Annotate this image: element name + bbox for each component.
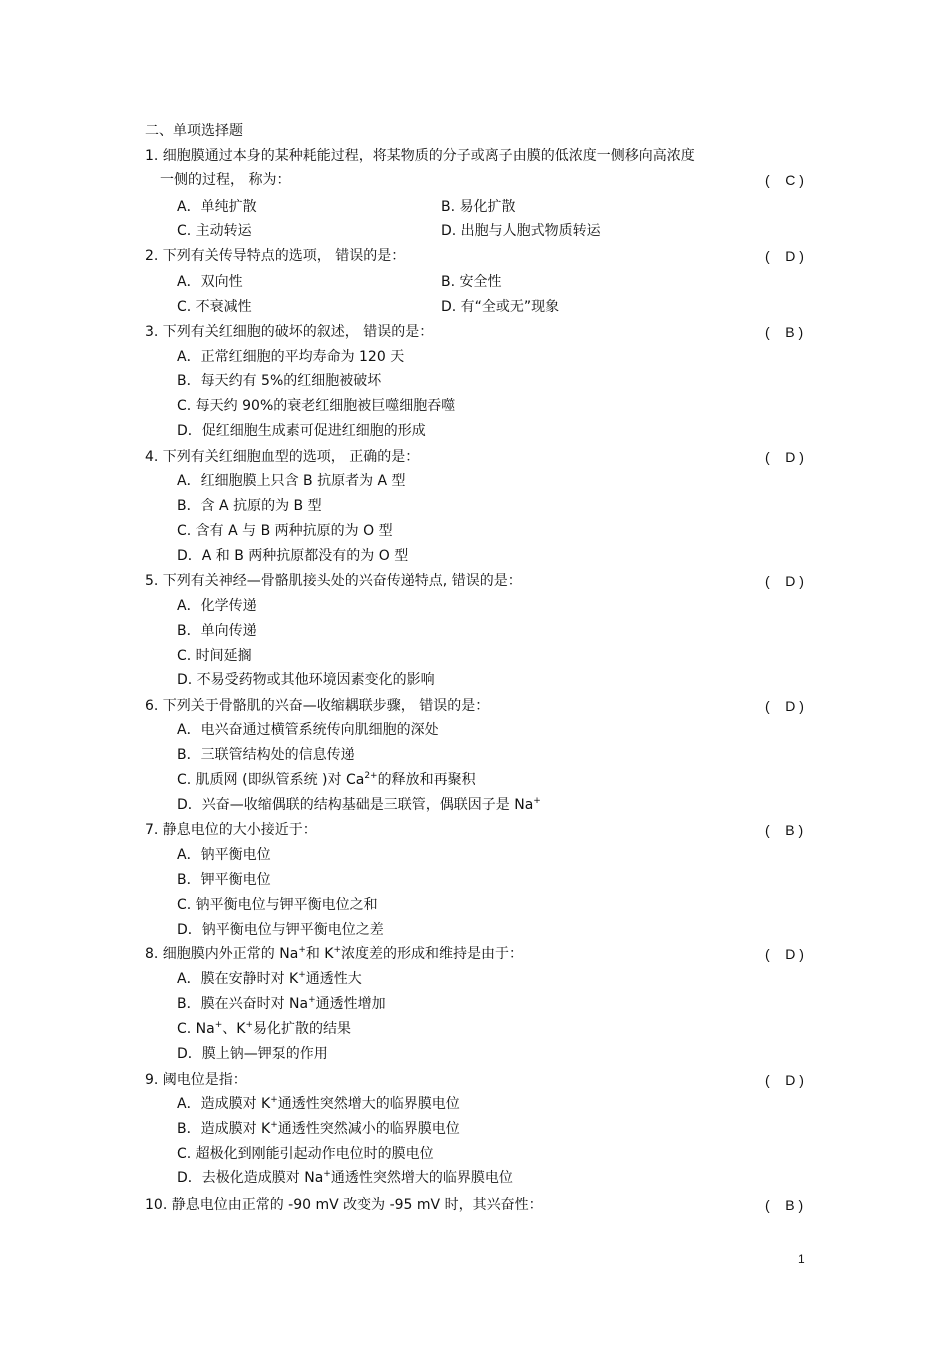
question-2-options-row1: A．双向性 B. 安全性 — [177, 274, 502, 290]
question-5-stem: 5. 下列有关神经—骨骼肌接头处的兴奋传递特点, 错误的是： ( D ) — [145, 570, 810, 592]
question-6-option-b: B．三联管结构处的信息传递 — [177, 747, 355, 763]
page-number: 1 — [798, 1252, 805, 1266]
question-4-option-b: B．含 A 抗原的为 B 型 — [177, 498, 322, 514]
question-9-option-b: B．造成膜对 K+通透性突然减小的临界膜电位 — [177, 1120, 460, 1137]
question-7-answer: ( B ) — [765, 822, 804, 838]
question-7-stem: 7. 静息电位的大小接近于： ( B ) — [145, 819, 810, 841]
question-9-option-d: D．去极化造成膜对 Na+通透性突然增大的临界膜电位 — [177, 1169, 513, 1186]
question-9-stem: 9. 阈电位是指： ( D ) — [145, 1069, 810, 1091]
question-3-option-c: C. 每天约 90%的衰老红细胞被巨噬细胞吞噬 — [177, 398, 456, 414]
question-5-option-b: B．单向传递 — [177, 623, 257, 639]
question-9-option-c: C. 超极化到刚能引起动作电位时的膜电位 — [177, 1146, 434, 1162]
question-7-option-a: A．钠平衡电位 — [177, 847, 271, 863]
question-6-option-d: D．兴奋—收缩偶联的结构基础是三联管，偶联因子是 Na+ — [177, 796, 541, 813]
question-3-option-b: B．每天约有 5%的红细胞被破坏 — [177, 373, 382, 389]
option-a: A．单纯扩散 — [177, 199, 257, 215]
question-2-options-row2: C. 不衰减性 D. 有“全或无”现象 — [177, 299, 560, 315]
question-9-option-a: A．造成膜对 K+通透性突然增大的临界膜电位 — [177, 1095, 460, 1112]
question-8-option-a: A．膜在安静时对 K+通透性大 — [177, 970, 362, 987]
question-3-option-a: A．正常红细胞的平均寿命为 120 天 — [177, 349, 405, 365]
question-4-option-a: A．红细胞膜上只含 B 抗原者为 A 型 — [177, 473, 406, 489]
question-8-option-c: C. Na+、K+易化扩散的结果 — [177, 1020, 352, 1037]
question-10-answer: ( B ) — [765, 1197, 804, 1213]
question-1-options-row1 — [145, 196, 810, 218]
question-5-option-a: A．化学传递 — [177, 598, 257, 614]
question-8-answer: ( D ) — [765, 946, 804, 962]
question-8-option-d: D．膜上钠—钾泵的作用 — [177, 1046, 328, 1062]
question-6-answer: ( D ) — [765, 698, 804, 714]
question-8-option-b: B．膜在兴奋时对 Na+通透性增加 — [177, 995, 386, 1012]
question-8-stem: 8. 细胞膜内外正常的 Na+和 K+浓度差的形成和维持是由于： ( D ) — [145, 943, 810, 965]
question-2-stem: 2. 下列有关传导特点的选项， 错误的是： ( D ) — [145, 245, 810, 267]
question-6-option-a: A．电兴奋通过横管系统传向肌细胞的深处 — [177, 722, 439, 738]
question-5-option-d: D. 不易受药物或其他环境因素变化的影响 — [177, 672, 435, 688]
question-3-answer: ( B ) — [765, 324, 804, 340]
section-title: 二、单项选择题 — [145, 123, 243, 139]
question-7-option-b: B．钾平衡电位 — [177, 872, 271, 888]
question-4-option-c: C. 含有 A 与 B 两种抗原的为 O 型 — [177, 523, 393, 539]
question-9-answer: ( D ) — [765, 1072, 804, 1088]
question-1-stem: 1. 细胞膜通过本身的某种耗能过程，将某物质的分子或离子由膜的低浓度一侧移向高浓度 — [145, 148, 695, 164]
question-3-stem: 3. 下列有关红细胞的破坏的叙述， 错误的是： ( B ) — [145, 321, 810, 343]
question-2-answer: ( D ) — [765, 248, 804, 264]
question-1-options-row2 — [145, 220, 810, 242]
question-5-option-c: C. 时间延搁 — [177, 648, 252, 664]
question-5-answer: ( D ) — [765, 573, 804, 589]
question-6-option-c: C. 肌质网 (即纵管系统 )对 $Ca^{2+}$的释放和再聚积 — [177, 771, 476, 788]
option-c: C. 主动转运 — [177, 223, 252, 239]
option-b: B. 易化扩散 — [441, 199, 516, 215]
question-4-answer: ( D ) — [765, 449, 804, 465]
question-1-answer: ( C ) — [765, 172, 804, 188]
question-4-stem: 4. 下列有关红细胞血型的选项， 正确的是： ( D ) — [145, 446, 810, 468]
question-7-option-c: C. 钠平衡电位与钾平衡电位之和 — [177, 897, 378, 913]
question-1-stem-cont: 一侧的过程， 称为： ( C ) — [160, 169, 810, 191]
question-4-option-d: D．A 和 B 两种抗原都没有的为 O 型 — [177, 548, 409, 564]
question-6-stem: 6. 下列关于骨骼肌的兴奋—收缩耦联步骤， 错误的是： ( D ) — [145, 695, 810, 717]
question-3-option-d: D．促红细胞生成素可促进红细胞的形成 — [177, 423, 426, 439]
question-7-option-d: D．钠平衡电位与钾平衡电位之差 — [177, 922, 384, 938]
question-10-stem: 10. 静息电位由正常的 -90 mV 改变为 -95 mV 时，其兴奋性： ( B ) — [145, 1194, 810, 1216]
option-d: D. 出胞与人胞式物质转运 — [441, 223, 601, 239]
